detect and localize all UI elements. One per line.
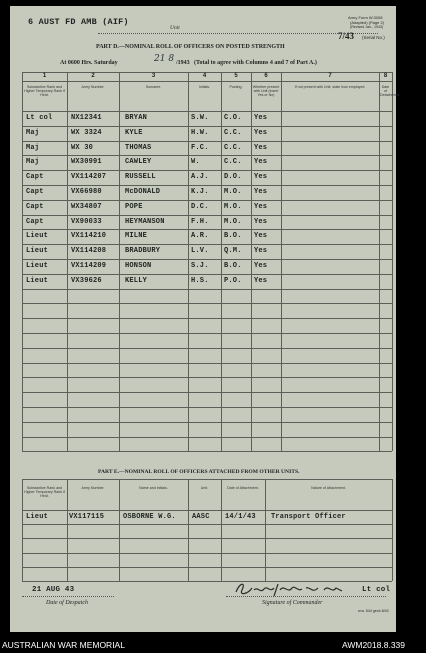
despatch-underline [22, 596, 114, 597]
cell-surname: BRYAN [125, 114, 148, 122]
cell-initials: S.J. [191, 262, 209, 270]
cell-surname: POPE [125, 202, 143, 211]
table-row-rule [22, 538, 392, 539]
cell-number: VX39626 [71, 276, 102, 285]
cell-number: VX66980 [71, 188, 102, 196]
cell-posting: M.O. [224, 217, 242, 226]
table-column-rule [188, 479, 189, 581]
cell-initials: A.J. [191, 173, 209, 182]
table-row-rule [22, 274, 392, 275]
cell-rank: Capt [26, 217, 44, 226]
table-column-rule [221, 72, 222, 451]
column-header: Surname. [145, 85, 162, 89]
printer-mark: w.w. 544 gecb 8/43 [358, 609, 389, 613]
cell-surname: KELLY [125, 276, 148, 285]
column-number: 4 [202, 73, 207, 79]
cell-rank: Lieut [26, 247, 49, 256]
cell-posting: B.O. [224, 262, 242, 270]
form-sheet [10, 6, 401, 632]
form-adapted: (Adapted) (Page 2) [350, 20, 385, 25]
table-row-rule [22, 244, 392, 245]
column-header: Date of Detachment. [380, 85, 401, 98]
column-header: Army Number. [81, 85, 105, 89]
table-row-rule [22, 126, 392, 127]
cell-name: OSBORNE W.G. [123, 513, 176, 521]
cell-number: VX90033 [71, 217, 102, 226]
table-row-rule [22, 141, 392, 142]
table-column-rule [392, 72, 393, 451]
table-row-rule [22, 348, 392, 349]
cell-rank: Maj [26, 143, 40, 152]
cell-number: WX 3324 [71, 128, 102, 137]
cell-initials: D.C. [191, 202, 209, 211]
column-header: If not present with Unit, state how employed. [294, 85, 366, 89]
cell-date: 14/1/43 [225, 513, 256, 521]
column-header: Posting. [229, 85, 243, 89]
column-header: Whether present with Unit (insert Yes or No) [252, 85, 280, 98]
cell-surname: MILNE [125, 232, 148, 241]
part-d-note: (Total to agree with Columns 4 and 7 of Part A.) [194, 60, 317, 66]
cell-number: VX114207 [71, 173, 107, 182]
column-number: 8 [383, 73, 388, 79]
form-revised: (Revised Jan., 1943) [350, 25, 384, 29]
cell-number: VX117115 [69, 513, 105, 521]
table-row-rule [22, 567, 392, 568]
table-row-rule [22, 377, 392, 378]
column-header: Substantive Rank and Higher Temporary Rank if Held. [24, 85, 65, 98]
cell-present: Yes [254, 143, 268, 152]
part-d-date: 21 8 [154, 54, 175, 64]
column-number: 7 [328, 73, 332, 79]
table-column-rule [119, 72, 120, 451]
cell-surname: McDONALD [125, 188, 161, 196]
table-row-rule [22, 437, 392, 438]
cell-rank: Lieut [26, 232, 49, 241]
cell-unit: AASC [192, 513, 210, 521]
form-name: Army Form W.3008 [348, 15, 383, 20]
cell-rank: Maj [26, 128, 40, 137]
cell-initials: S.W. [191, 114, 209, 122]
table-row-rule [22, 451, 392, 452]
cell-rank: Lieut [26, 513, 49, 521]
footer-left: AUSTRALIAN WAR MEMORIAL [2, 640, 125, 650]
table-row-rule [22, 200, 392, 201]
cell-posting: C.O. [224, 114, 242, 122]
table-rule [22, 81, 392, 82]
table-row-rule [22, 524, 392, 525]
cell-posting: M.O. [224, 188, 242, 196]
serial-label: (Serial No.) [362, 35, 385, 40]
despatch-date: 21 AUG 43 [32, 586, 75, 594]
cell-present: Yes [254, 158, 268, 167]
cell-posting: C.C. [224, 143, 242, 152]
cell-present: Yes [254, 276, 268, 285]
commander-signature [232, 580, 360, 600]
table-column-rule [265, 479, 266, 581]
cell-number: WX 30 [71, 143, 94, 152]
table-row-rule [22, 553, 392, 554]
cell-rank: Lieut [26, 276, 49, 285]
cell-initials: K.J. [191, 188, 209, 196]
commander-rank: Lt col [362, 586, 391, 594]
column-header: Unit. [200, 486, 209, 490]
cell-present: Yes [254, 217, 268, 226]
footer-right: AWM2018.8.339 [342, 640, 405, 650]
cell-present: Yes [254, 173, 268, 182]
table-column-rule [281, 72, 282, 451]
cell-posting: C.C. [224, 158, 242, 167]
cell-present: Yes [254, 232, 268, 241]
cell-number: WX34807 [71, 202, 102, 211]
table-row-rule [22, 363, 392, 364]
table-row-rule [22, 229, 392, 230]
cell-surname: RUSSELL [125, 173, 156, 182]
cell-posting: D.O. [224, 173, 242, 182]
cell-rank: Maj [26, 158, 40, 167]
cell-surname: HEYMANSON [125, 217, 165, 226]
table-row-rule [22, 407, 392, 408]
cell-number: VX114209 [71, 262, 107, 270]
table-row-rule [22, 289, 392, 290]
cell-surname: KYLE [125, 128, 143, 137]
cell-present: Yes [254, 247, 268, 256]
table-row-rule [22, 392, 392, 393]
commander-label: Signature of Commander [262, 600, 323, 606]
table-row-rule [22, 318, 392, 319]
table-column-rule [22, 72, 23, 451]
cell-posting: P.O. [224, 276, 242, 285]
cell-posting: C.C. [224, 128, 242, 137]
column-number: 6 [264, 73, 268, 79]
unit-underline [98, 33, 378, 34]
column-header: Initials. [198, 85, 211, 89]
table-row-rule [22, 170, 392, 171]
table-row-rule [22, 303, 392, 304]
column-number: 5 [234, 73, 238, 79]
table-rule [22, 510, 392, 511]
table-column-rule [379, 72, 380, 451]
part-d-at-text: At 0600 Hrs. Saturday [60, 60, 118, 66]
table-row-rule [22, 215, 392, 216]
archive-footer [0, 638, 426, 653]
cell-surname: BRADBURY [125, 247, 161, 256]
column-number: 2 [91, 73, 95, 79]
table-column-rule [188, 72, 189, 451]
table-row-rule [22, 259, 392, 260]
part-e-title: PART E.—NOMINAL ROLL OF OFFICERS ATTACHED FROM OTHER UNITS. [98, 469, 300, 475]
cell-rank: Capt [26, 173, 44, 182]
part-d-year: /1943 [176, 60, 190, 66]
cell-initials: A.R. [191, 232, 209, 241]
cell-initials: W. [191, 158, 200, 167]
cell-number: VX114208 [71, 247, 107, 256]
column-header: Substantive Rank and Higher Temporary Rank if Held. [24, 486, 65, 499]
commander-underline [226, 596, 386, 597]
table-column-rule [119, 479, 120, 581]
column-header: Date of Attachment. [227, 486, 259, 490]
cell-rank: Capt [26, 202, 44, 211]
part-d-title: PART D.—NOMINAL ROLL OF OFFICERS ON POSTED STRENGTH [96, 44, 285, 50]
cell-present: Yes [254, 262, 268, 270]
cell-initials: F.C. [191, 143, 209, 152]
table-row-rule [22, 185, 392, 186]
serial-number: 7/43 [338, 31, 355, 41]
cell-initials: H.W. [191, 128, 209, 137]
cell-present: Yes [254, 202, 268, 211]
table-rule [22, 111, 392, 112]
table-column-rule [67, 72, 68, 451]
cell-rank: Lt col [26, 114, 53, 122]
table-row-rule [22, 422, 392, 423]
column-header: Name and Initials. [139, 486, 168, 490]
cell-posting: B.O. [224, 232, 242, 241]
column-header: Army Number. [81, 486, 105, 490]
cell-present: Yes [254, 114, 268, 122]
cell-rank: Capt [26, 188, 44, 196]
cell-number: NX12341 [71, 114, 102, 122]
unit-label: Unit [170, 25, 180, 31]
column-header: Nature of Attachment. [311, 486, 346, 490]
column-number: 1 [42, 73, 47, 79]
column-number: 3 [151, 73, 156, 79]
table-column-rule [221, 479, 222, 581]
cell-rank: Lieut [26, 262, 49, 270]
cell-number: VX114210 [71, 232, 107, 241]
table-column-rule [392, 479, 393, 581]
cell-surname: CAWLEY [125, 158, 152, 167]
table-column-rule [251, 72, 252, 451]
cell-present: Yes [254, 188, 268, 196]
cell-initials: H.S. [191, 276, 209, 285]
cell-posting: Q.M. [224, 247, 242, 256]
cell-initials: L.V. [191, 247, 209, 256]
table-row-rule [22, 333, 392, 334]
table-row-rule [22, 155, 392, 156]
cell-surname: THOMAS [125, 143, 152, 152]
cell-surname: HONSON [125, 262, 152, 270]
cell-nature: Transport Officer [271, 513, 346, 521]
cell-present: Yes [254, 128, 268, 137]
table-rule [22, 479, 392, 480]
despatch-label: Date of Despatch [46, 600, 88, 606]
cell-number: WX30991 [71, 158, 102, 167]
cell-posting: M.O. [224, 202, 242, 211]
cell-initials: F.H. [191, 217, 209, 226]
unit-name: 6 AUST FD AMB (AIF) [28, 17, 129, 27]
table-column-rule [67, 479, 68, 581]
